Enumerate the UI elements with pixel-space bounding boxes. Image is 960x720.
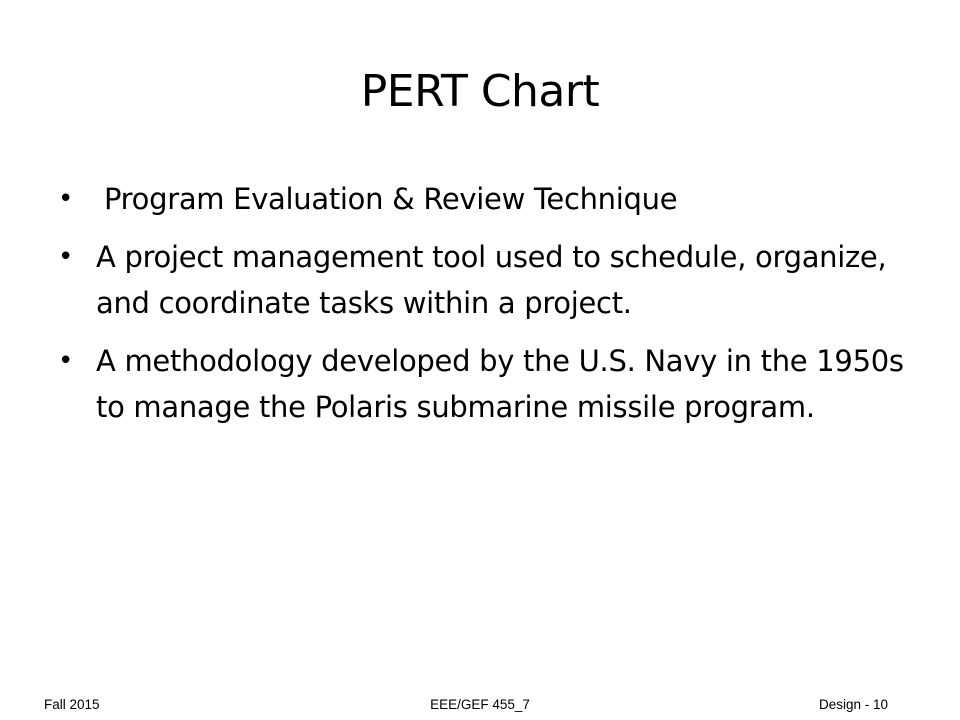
bullet-marker: • xyxy=(58,184,74,214)
bullet-marker: • xyxy=(58,242,74,272)
footer-slide-number: Design - 10 xyxy=(818,697,888,712)
footer-date: Fall 2015 xyxy=(44,697,100,712)
bullet-marker: • xyxy=(58,346,74,376)
bullet-text: Program Evaluation & Review Technique xyxy=(104,182,678,216)
bullet-item xyxy=(58,234,918,326)
slide-title: PERT Chart xyxy=(360,66,600,117)
footer-course: EEE/GEF 455_7 xyxy=(430,697,530,712)
bullet-list xyxy=(58,176,918,442)
bullet-item xyxy=(58,176,918,222)
bullet-item xyxy=(58,338,918,430)
bullet-text: A methodology developed by the U.S. Navy in the 1950s to manage the Polaris submarine missile program. xyxy=(96,344,904,424)
bullet-text: A project management tool used to schedule, organize, and coordinate tasks within a project. xyxy=(96,240,887,320)
